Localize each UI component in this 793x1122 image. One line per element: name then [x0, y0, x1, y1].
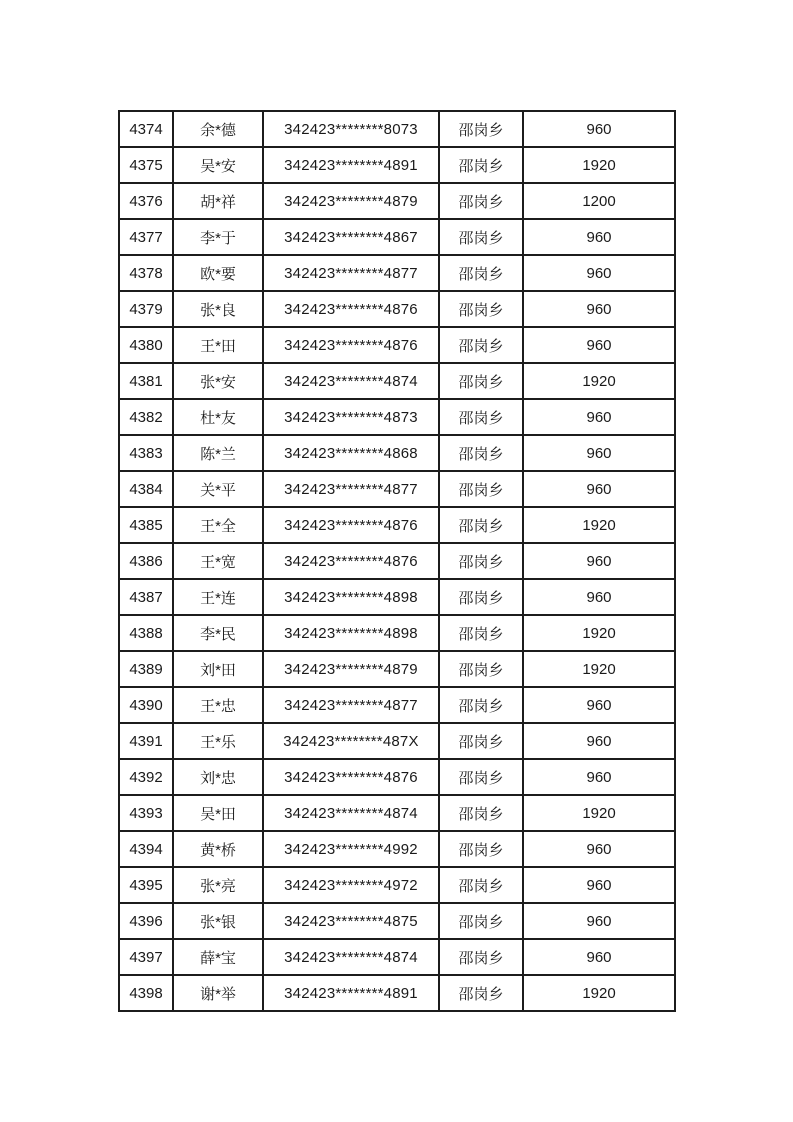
table-cell-amount: 960 [523, 327, 675, 363]
table-cell-id_number: 342423********4868 [263, 435, 439, 471]
table-cell-serial: 4395 [119, 867, 173, 903]
table-cell-serial: 4387 [119, 579, 173, 615]
table-cell-serial: 4381 [119, 363, 173, 399]
table-cell-serial: 4380 [119, 327, 173, 363]
table-row [119, 219, 675, 255]
table-cell-serial: 4390 [119, 687, 173, 723]
table-cell-id_number: 342423********4876 [263, 291, 439, 327]
table-row [119, 327, 675, 363]
table-cell-serial: 4374 [119, 111, 173, 147]
table-row [119, 687, 675, 723]
table-cell-township: 邵岗乡 [439, 399, 523, 435]
table-cell-amount: 1920 [523, 507, 675, 543]
table-cell-serial: 4394 [119, 831, 173, 867]
table-row [119, 147, 675, 183]
table-cell-township: 邵岗乡 [439, 363, 523, 399]
table-row [119, 723, 675, 759]
table-cell-serial: 4397 [119, 939, 173, 975]
table-cell-name: 谢*举 [173, 975, 263, 1011]
table-cell-name: 王*连 [173, 579, 263, 615]
table-cell-id_number: 342423********4898 [263, 615, 439, 651]
table-cell-name: 刘*田 [173, 651, 263, 687]
table-cell-township: 邵岗乡 [439, 795, 523, 831]
table-cell-id_number: 342423********4874 [263, 795, 439, 831]
table-cell-amount: 960 [523, 471, 675, 507]
table-row [119, 759, 675, 795]
table-cell-serial: 4379 [119, 291, 173, 327]
table-cell-amount: 960 [523, 399, 675, 435]
table-cell-township: 邵岗乡 [439, 111, 523, 147]
table-cell-serial: 4396 [119, 903, 173, 939]
table-row [119, 651, 675, 687]
table-cell-name: 王*乐 [173, 723, 263, 759]
table-cell-id_number: 342423********4874 [263, 363, 439, 399]
table-cell-serial: 4378 [119, 255, 173, 291]
table-cell-name: 余*德 [173, 111, 263, 147]
table-cell-name: 陈*兰 [173, 435, 263, 471]
table-cell-serial: 4393 [119, 795, 173, 831]
table-cell-township: 邵岗乡 [439, 291, 523, 327]
table-cell-id_number: 342423********4876 [263, 759, 439, 795]
table-cell-id_number: 342423********4898 [263, 579, 439, 615]
table-cell-name: 王*全 [173, 507, 263, 543]
table-cell-id_number: 342423********4891 [263, 147, 439, 183]
table-cell-serial: 4386 [119, 543, 173, 579]
table-row [119, 399, 675, 435]
table-cell-township: 邵岗乡 [439, 687, 523, 723]
table-cell-amount: 960 [523, 723, 675, 759]
table-cell-amount: 1920 [523, 651, 675, 687]
table-cell-name: 李*于 [173, 219, 263, 255]
roster-table-body [119, 111, 675, 1011]
table-cell-name: 薛*宝 [173, 939, 263, 975]
table-cell-amount: 960 [523, 435, 675, 471]
table-row [119, 543, 675, 579]
table-cell-name: 黄*桥 [173, 831, 263, 867]
table-cell-township: 邵岗乡 [439, 867, 523, 903]
table-cell-id_number: 342423********4874 [263, 939, 439, 975]
table-cell-township: 邵岗乡 [439, 255, 523, 291]
table-cell-serial: 4388 [119, 615, 173, 651]
table-cell-id_number: 342423********4877 [263, 471, 439, 507]
table-cell-name: 刘*忠 [173, 759, 263, 795]
table-cell-id_number: 342423********4891 [263, 975, 439, 1011]
table-cell-name: 张*亮 [173, 867, 263, 903]
table-cell-serial: 4389 [119, 651, 173, 687]
table-cell-serial: 4376 [119, 183, 173, 219]
table-cell-name: 关*平 [173, 471, 263, 507]
table-cell-serial: 4398 [119, 975, 173, 1011]
table-row [119, 507, 675, 543]
table-cell-amount: 960 [523, 867, 675, 903]
table-row [119, 903, 675, 939]
table-cell-name: 张*安 [173, 363, 263, 399]
table-cell-name: 吴*安 [173, 147, 263, 183]
table-cell-serial: 4383 [119, 435, 173, 471]
table-cell-amount: 1920 [523, 615, 675, 651]
table-cell-amount: 960 [523, 903, 675, 939]
table-row [119, 291, 675, 327]
table-cell-township: 邵岗乡 [439, 939, 523, 975]
table-cell-township: 邵岗乡 [439, 507, 523, 543]
table-cell-amount: 960 [523, 831, 675, 867]
table-cell-serial: 4377 [119, 219, 173, 255]
table-cell-amount: 960 [523, 111, 675, 147]
table-cell-id_number: 342423********4875 [263, 903, 439, 939]
table-cell-serial: 4385 [119, 507, 173, 543]
table-cell-id_number: 342423********4877 [263, 687, 439, 723]
table-cell-amount: 960 [523, 543, 675, 579]
table-row [119, 363, 675, 399]
table-cell-name: 欧*要 [173, 255, 263, 291]
table-cell-id_number: 342423********4992 [263, 831, 439, 867]
table-cell-id_number: 342423********4876 [263, 543, 439, 579]
table-cell-amount: 1920 [523, 147, 675, 183]
table-row [119, 975, 675, 1011]
table-cell-serial: 4384 [119, 471, 173, 507]
table-cell-id_number: 342423********4972 [263, 867, 439, 903]
table-cell-amount: 1920 [523, 363, 675, 399]
table-cell-township: 邵岗乡 [439, 183, 523, 219]
table-cell-amount: 960 [523, 255, 675, 291]
table-cell-name: 王*忠 [173, 687, 263, 723]
table-cell-name: 胡*祥 [173, 183, 263, 219]
table-cell-name: 王*田 [173, 327, 263, 363]
table-cell-id_number: 342423********4873 [263, 399, 439, 435]
table-cell-township: 邵岗乡 [439, 651, 523, 687]
table-cell-amount: 1920 [523, 795, 675, 831]
roster-table [118, 110, 676, 1012]
table-cell-name: 张*银 [173, 903, 263, 939]
table-row [119, 471, 675, 507]
table-cell-id_number: 342423********4879 [263, 183, 439, 219]
table-row [119, 435, 675, 471]
table-row [119, 615, 675, 651]
table-cell-amount: 1200 [523, 183, 675, 219]
table-cell-township: 邵岗乡 [439, 903, 523, 939]
table-row [119, 831, 675, 867]
table-cell-serial: 4391 [119, 723, 173, 759]
table-cell-township: 邵岗乡 [439, 975, 523, 1011]
table-row [119, 939, 675, 975]
table-cell-id_number: 342423********4876 [263, 327, 439, 363]
table-row [119, 183, 675, 219]
table-cell-amount: 960 [523, 219, 675, 255]
table-cell-serial: 4382 [119, 399, 173, 435]
table-row [119, 579, 675, 615]
table-cell-township: 邵岗乡 [439, 219, 523, 255]
table-cell-township: 邵岗乡 [439, 147, 523, 183]
table-cell-id_number: 342423********4877 [263, 255, 439, 291]
table-cell-township: 邵岗乡 [439, 759, 523, 795]
table-cell-township: 邵岗乡 [439, 471, 523, 507]
table-cell-id_number: 342423********4879 [263, 651, 439, 687]
table-cell-township: 邵岗乡 [439, 615, 523, 651]
table-cell-township: 邵岗乡 [439, 831, 523, 867]
table-cell-amount: 960 [523, 687, 675, 723]
table-cell-amount: 960 [523, 579, 675, 615]
table-cell-name: 张*良 [173, 291, 263, 327]
table-row [119, 255, 675, 291]
table-cell-id_number: 342423********4876 [263, 507, 439, 543]
table-cell-serial: 4392 [119, 759, 173, 795]
table-cell-amount: 1920 [523, 975, 675, 1011]
table-cell-township: 邵岗乡 [439, 543, 523, 579]
table-cell-id_number: 342423********487X [263, 723, 439, 759]
table-cell-name: 杜*友 [173, 399, 263, 435]
table-cell-township: 邵岗乡 [439, 435, 523, 471]
table-row [119, 867, 675, 903]
table-cell-amount: 960 [523, 759, 675, 795]
table-row [119, 111, 675, 147]
table-cell-name: 王*宽 [173, 543, 263, 579]
table-cell-township: 邵岗乡 [439, 723, 523, 759]
table-cell-name: 李*民 [173, 615, 263, 651]
table-cell-name: 吴*田 [173, 795, 263, 831]
table-cell-amount: 960 [523, 291, 675, 327]
table-cell-id_number: 342423********8073 [263, 111, 439, 147]
table-cell-township: 邵岗乡 [439, 579, 523, 615]
table-cell-amount: 960 [523, 939, 675, 975]
table-cell-serial: 4375 [119, 147, 173, 183]
table-cell-id_number: 342423********4867 [263, 219, 439, 255]
table-cell-township: 邵岗乡 [439, 327, 523, 363]
table-row [119, 795, 675, 831]
